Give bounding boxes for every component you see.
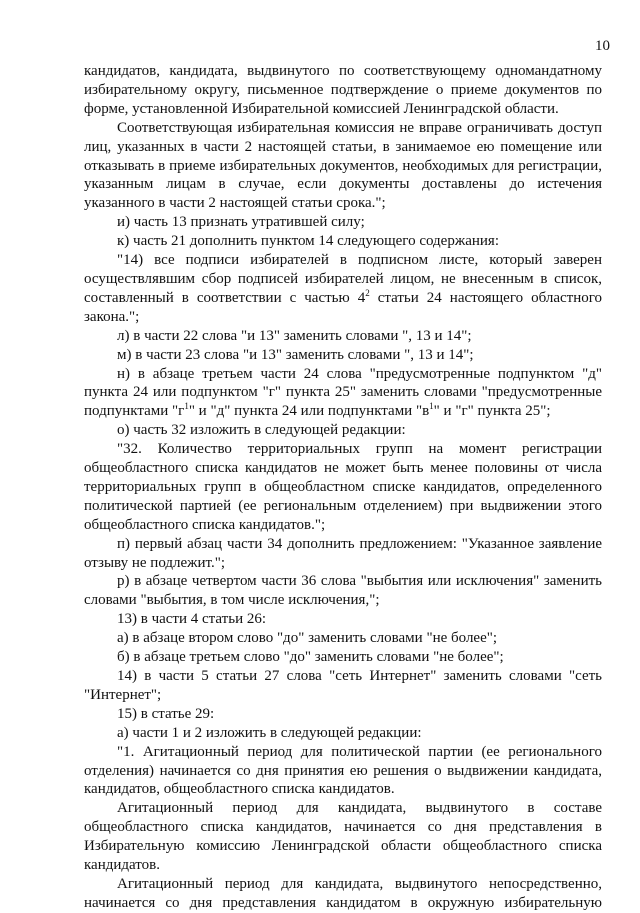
paragraph: б) в абзаце третьем слово "до" заменить словами "не более"; (117, 649, 504, 666)
paragraph (84, 365, 602, 422)
document-body (84, 62, 602, 913)
paragraph (84, 251, 602, 327)
paragraph: Агитационный период для кандидата, выдвинутого в составе общеобластного списка кандидатов, начинается со дня представления в Избирательную комиссию Ленинградской области общеобластного списка кандидатов. (84, 800, 602, 874)
text-run: " и "д" пункта 24 или подпунктами "в (188, 403, 430, 420)
paragraph: о) часть 32 изложить в следующей редакции: (117, 422, 406, 439)
paragraph: 14) в части 5 статьи 27 слова "сеть Интернет" заменить словами "сеть "Интернет"; (84, 668, 602, 703)
paragraph: "1. Агитационный период для политической партии (ее регионального отделения) начинается со дня принятия ею решения о выдвижении кандидата, кандидатов, общеобластного списка кандидатов. (84, 743, 602, 798)
paragraph: м) в части 23 слова "и 13" заменить словами ", 13 и 14"; (117, 346, 474, 363)
superscript: 1 (429, 401, 434, 412)
text-run: "14) все подписи избирателей в подписном листе, который заверен осуществлявшим сбор подписей избирателей лицом, не внесенным в список, составленный в соответствии с частью 4 (84, 252, 602, 306)
paragraph: 15) в статье 29: (117, 705, 215, 722)
paragraph: и) часть 13 признать утратившей силу; (117, 214, 365, 231)
paragraph: р) в абзаце четвертом части 36 слова "выбытия или исключения" заменить словами "выбытия, в том числе исключения,"; (84, 573, 602, 609)
paragraph: к) часть 21 дополнить пунктом 14 следующего содержания: (117, 233, 499, 250)
text-run: " и "г" пункта 25"; (433, 403, 551, 420)
paragraph: п) первый абзац части 34 дополнить предложением: "Указанное заявление отзыву не подлежит."; (84, 535, 602, 571)
paragraph: "32. Количество территориальных групп на момент регистрации общеобластного списка кандидатов не может быть менее половины от числа территориальных групп в общеобластном списке кандидатов, определенного политической партией (ее региональным отделением) при выдвижении этого общеобластного списка кандидатов."; (84, 441, 602, 533)
superscript: 2 (365, 287, 370, 298)
page-number: 10 (595, 38, 610, 54)
superscript: 1 (184, 401, 189, 412)
paragraph: Агитационный период для кандидата, выдвинутого непосредственно, начинается со дня представления кандидатом в окружную избирательную (84, 875, 602, 911)
paragraph: а) в абзаце втором слово "до" заменить словами "не более"; (117, 630, 498, 647)
paragraph: кандидатов, кандидата, выдвинутого по соответствующему одномандатному избирательному округу, письменное подтверждение о приеме документов по форме, установленной Избирательной комиссией Ленинградской области. (84, 63, 602, 117)
paragraph: Соответствующая избирательная комиссия не вправе ограничивать доступ лиц, указанных в части 2 настоящей статьи, в занимаемое ею помещение или отказывать в приеме избирательных документов, необходимых для регистрации, указанным лицам в случае, если документы доставлены до истечения указанного в части 2 настоящей статьи срока."; (84, 119, 602, 212)
text-run: статьи 24 настоящего областного закона."; (84, 289, 603, 325)
text-run: н) в абзаце третьем части 24 слова "предусмотренные подпунктом "д" пункта 24 или подпунктом "г" пункта 25" заменить словами "предусмотренные подпунктами "г (84, 365, 602, 420)
paragraph: л) в части 22 слова "и 13" заменить словами ", 13 и 14"; (117, 327, 472, 344)
paragraph: а) части 1 и 2 изложить в следующей редакции: (117, 724, 422, 741)
paragraph: 13) в части 4 статьи 26: (117, 611, 267, 628)
